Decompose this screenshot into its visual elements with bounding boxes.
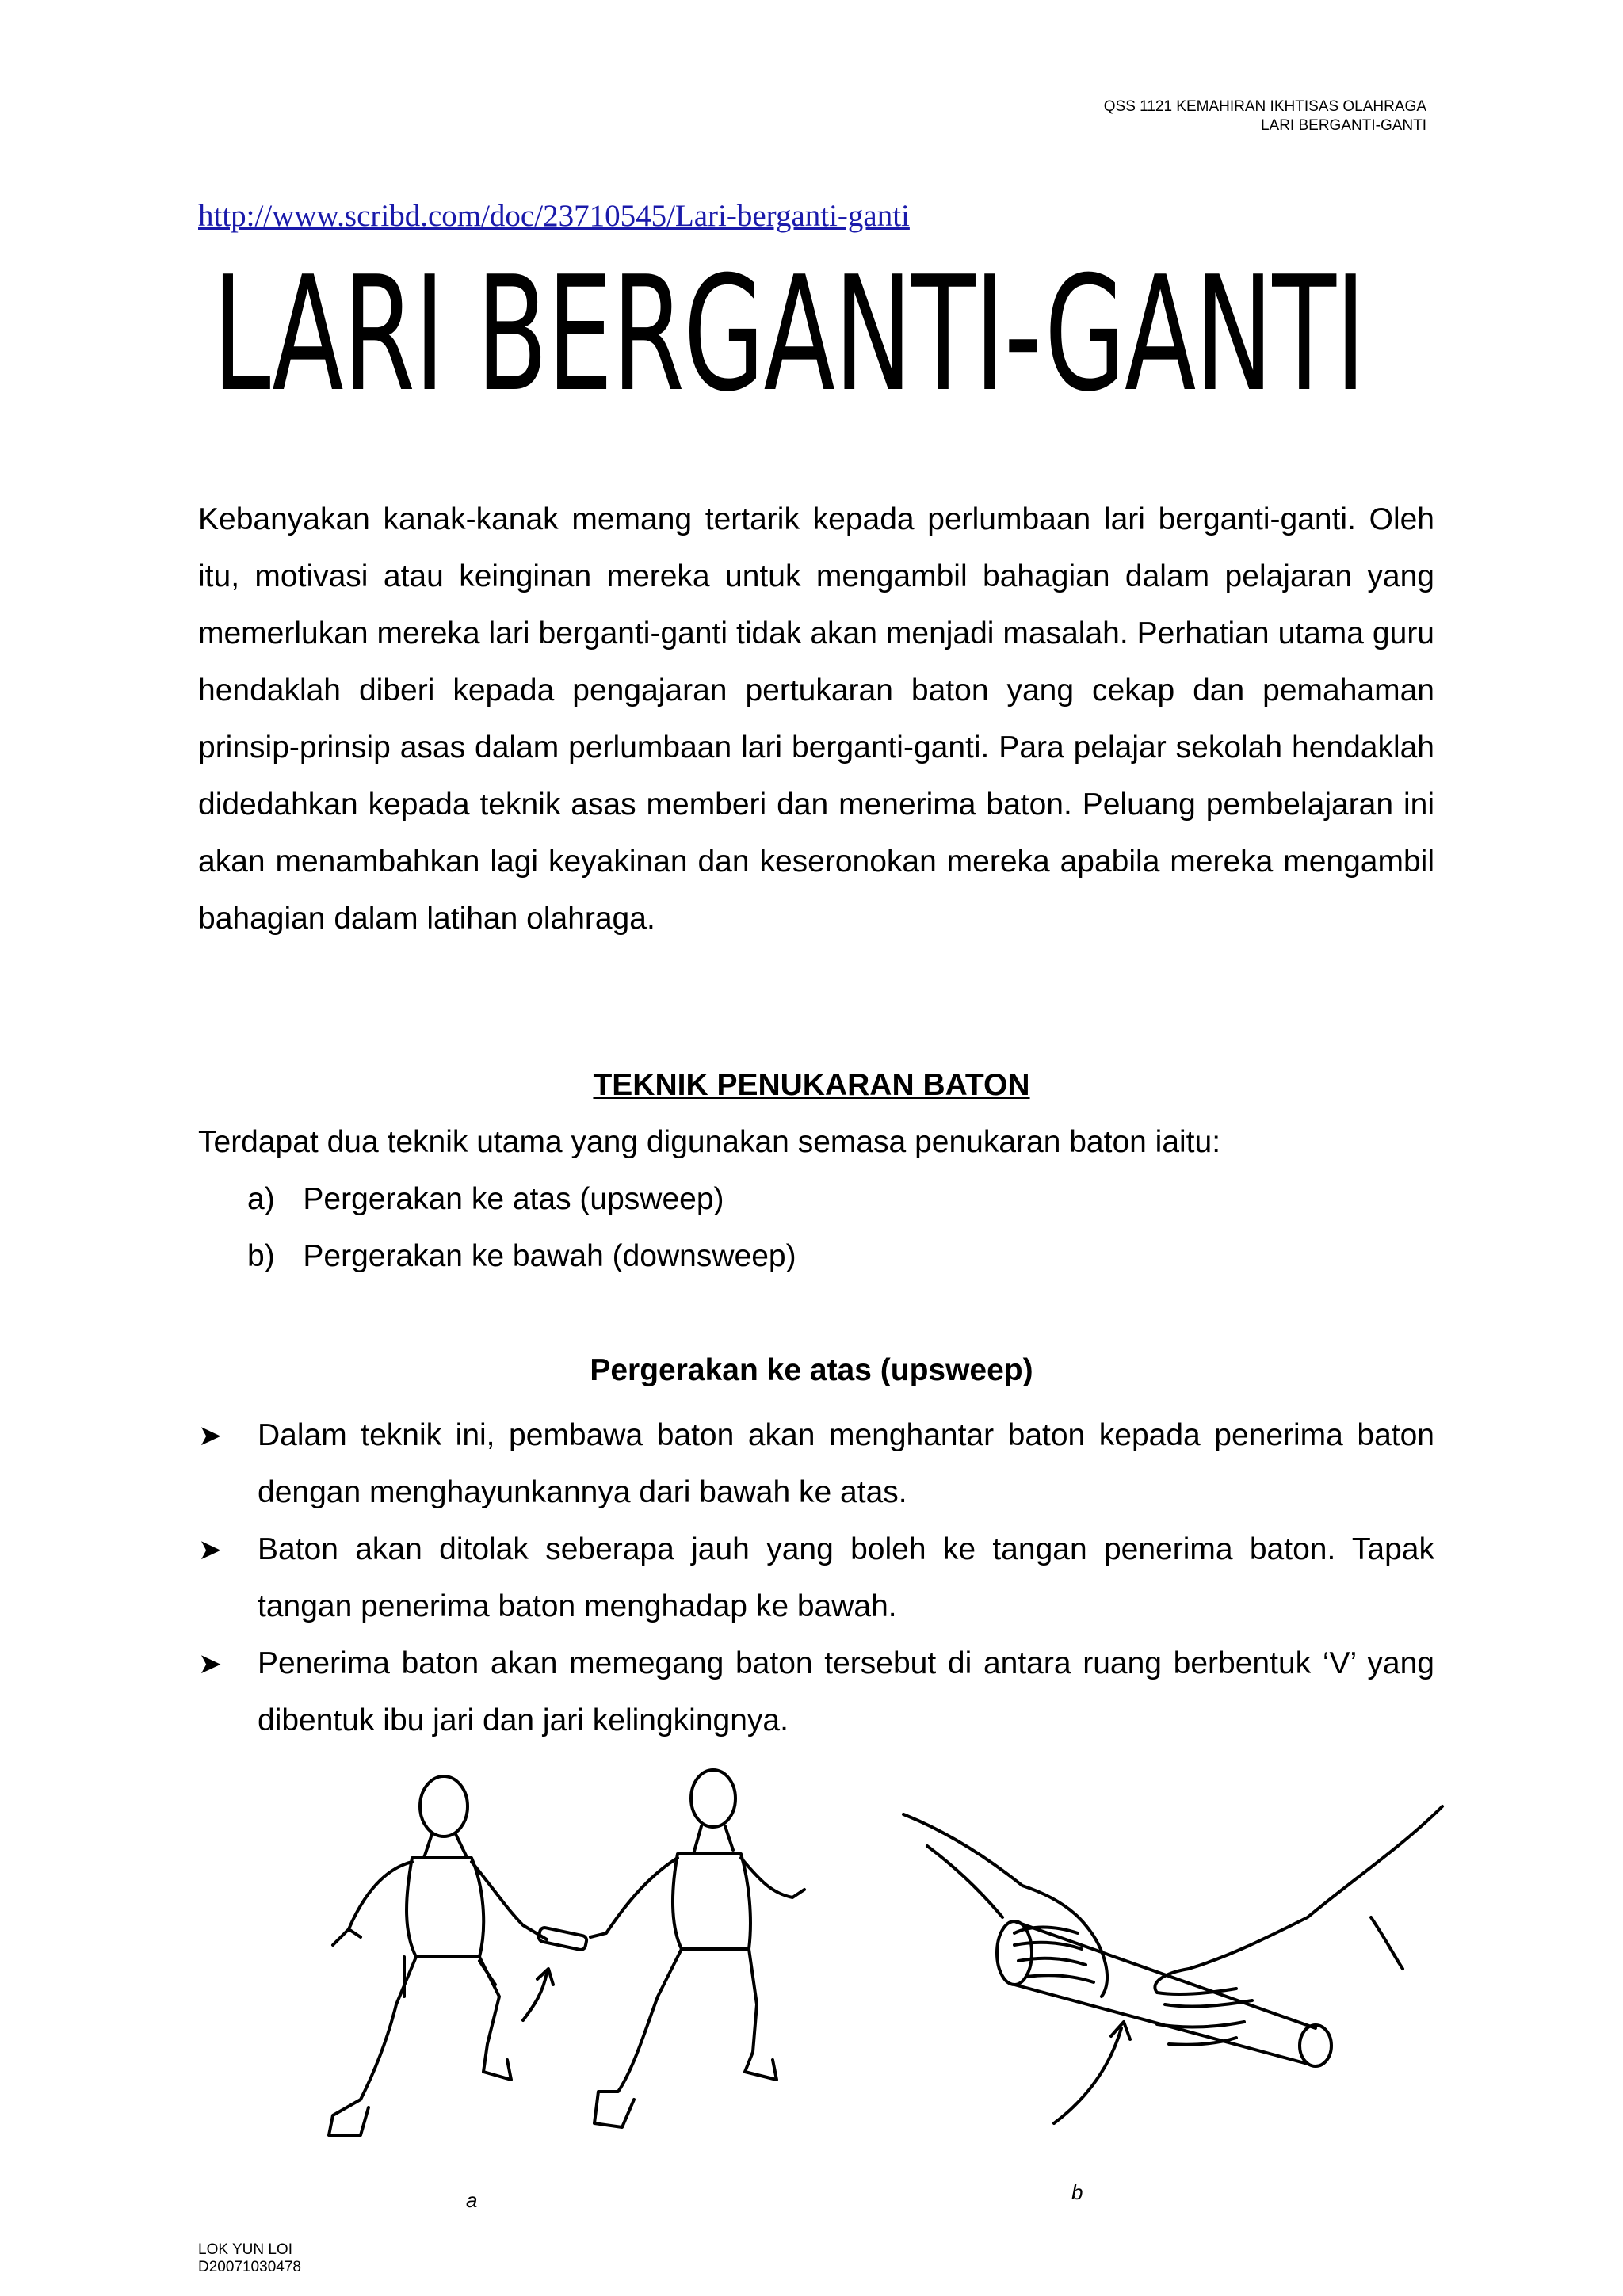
list-marker: b) xyxy=(247,1239,275,1273)
giver-hand xyxy=(903,1814,1107,1997)
arrow-bullet-icon: ➤ xyxy=(198,1533,223,1566)
section-heading: TEKNIK PENUKARAN BATON xyxy=(593,1068,1030,1102)
list-item xyxy=(247,1182,724,1217)
arrow-bullet-icon: ➤ xyxy=(198,1647,223,1680)
bullet-text: Penerima baton akan memegang baton tersebut di antara ruang berbentuk ‘V’ yang dibentuk ibu jari dan jari kelingkingnya. xyxy=(258,1646,1434,1737)
header-topic: LARI BERGANTI-GANTI xyxy=(1260,117,1426,134)
source-link[interactable]: http://www.scribd.com/doc/23710545/Lari-berganti-ganti xyxy=(198,199,910,233)
bullet-item xyxy=(198,1521,1434,1635)
upsweep-arrow-icon xyxy=(1054,2028,1121,2123)
list-marker: a) xyxy=(247,1182,275,1216)
bullet-text: Dalam teknik ini, pembawa baton akan menghantar baton kepada penerima baton dengan menghayunkannya dari bawah ke atas. xyxy=(258,1418,1434,1509)
intro-paragraph: Kebanyakan kanak-kanak memang tertarik kepada perlumbaan lari berganti-ganti. Oleh itu, motivasi atau keinginan mereka untuk mengambil bahagian dalam pelajaran yang memerlukan mereka lari berganti-ganti tidak akan menjadi masalah. Perhatian utama guru hendaklah diberi kepada pengajaran pertukaran baton yang cekap dan pemahaman prinsip-prinsip asas dalam perlumbaan lari berganti-ganti. Para pelajar sekolah hendaklah didedahkan kepada teknik asas memberi dan menerima baton. Peluang pembelajaran ini akan menambahkan lagi keyakinan dan keseronokan mereka apabila mereka mengambil bahagian dalam latihan olahraga. xyxy=(198,502,1434,936)
baton-handoff-illustration xyxy=(896,1798,1450,2155)
upsweep-arrow-icon xyxy=(523,1973,547,2020)
list-text: Pergerakan ke bawah (downsweep) xyxy=(303,1239,796,1273)
list-text: Pergerakan ke atas (upsweep) xyxy=(303,1182,724,1216)
page-title: LARI BERGANTI-GANTI xyxy=(212,242,1365,427)
figure-caption-a: a xyxy=(466,2188,478,2212)
receiver-hand xyxy=(1155,1806,1442,2045)
footer xyxy=(198,2241,301,2276)
author-name: LOK YUN LOI xyxy=(198,2241,292,2258)
relay-runners-illustration xyxy=(285,1767,824,2179)
author-id: D20071030478 xyxy=(198,2259,301,2275)
runner-1-figure xyxy=(329,1776,547,2135)
bullet-item xyxy=(198,1407,1434,1521)
runner-2-figure xyxy=(590,1770,804,2127)
list-item xyxy=(247,1239,796,1274)
subsection-heading: Pergerakan ke atas (upsweep) xyxy=(590,1353,1033,1387)
bullet-text: Baton akan ditolak seberapa jauh yang boleh ke tangan penerima baton. Tapak tangan penerima baton menghadap ke bawah. xyxy=(258,1532,1434,1623)
arrow-bullet-icon: ➤ xyxy=(198,1419,223,1451)
header-course: QSS 1121 KEMAHIRAN IKHTISAS OLAHRAGA xyxy=(1103,98,1426,115)
figure-caption-b: b xyxy=(1071,2180,1083,2204)
bullet-list xyxy=(198,1407,1434,1749)
bullet-item xyxy=(198,1635,1434,1749)
section-lead: Terdapat dua teknik utama yang digunakan semasa penukaran baton iaitu: xyxy=(198,1125,1221,1159)
